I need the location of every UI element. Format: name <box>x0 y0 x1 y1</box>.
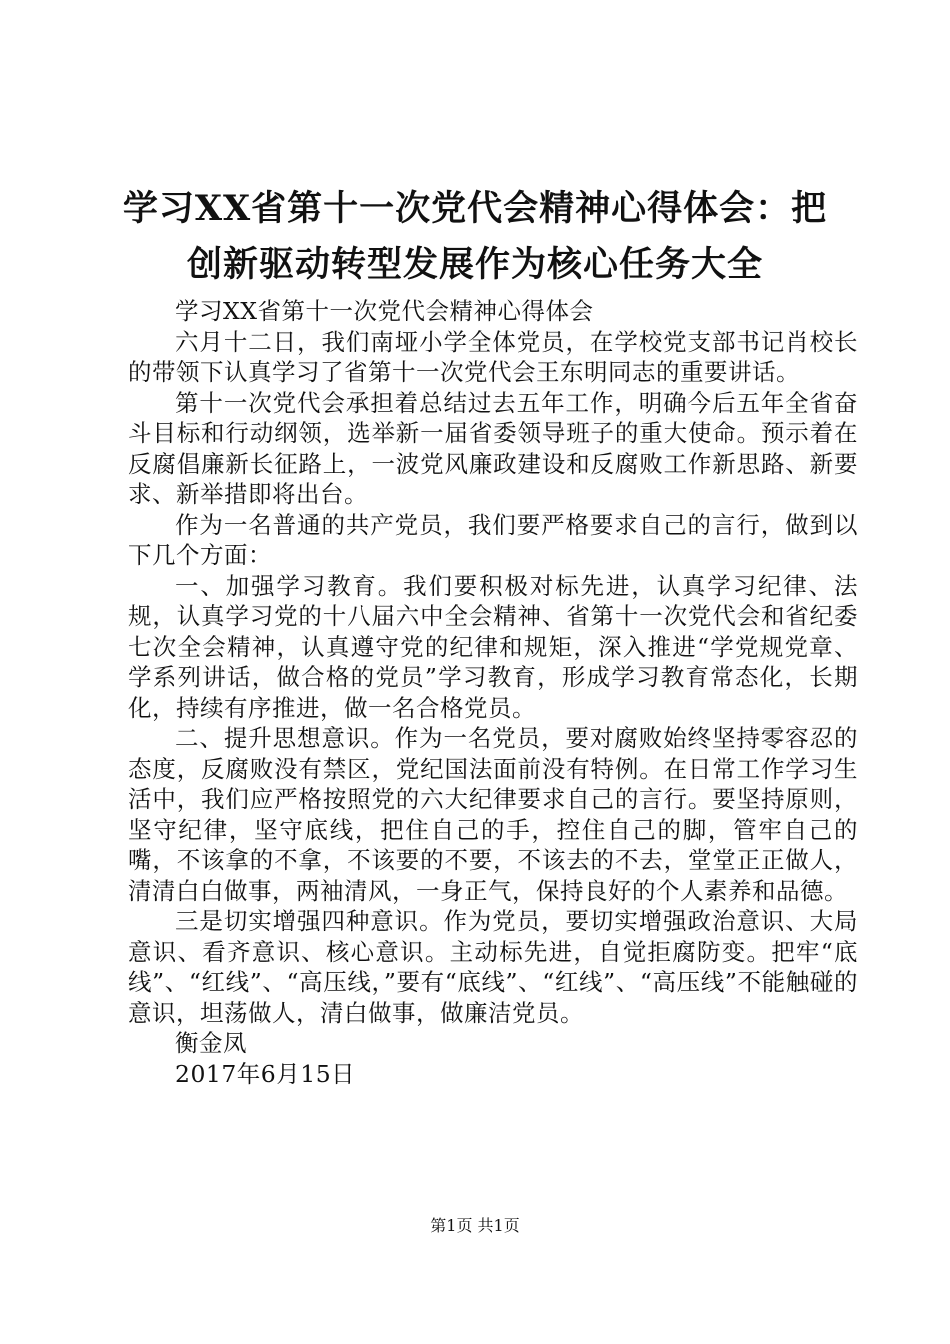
page-number-footer: 第1页 共1页 <box>430 1216 520 1235</box>
author-name: 衡金凤 <box>175 1029 247 1057</box>
document-title-line-1: 学习XX省第十一次党代会精神心得体会：把 <box>122 188 828 229</box>
document-body <box>128 296 858 1089</box>
background-paragraph: 第十一次党代会承担着总结过去五年工作，明确今后五年全省奋斗目标和行动纲领，选举新一届省委领导班子的重大使命。预示着在反腐倡廉新长征路上，一波党风廉政建设和反腐败工作新思路、新要求、新举措即将出台。 <box>128 388 858 508</box>
point-two-paragraph: 二、提升思想意识。作为一名党员，要对腐败始终坚持零容忍的态度，反腐败没有禁区，党纪国法面前没有特例。在日常工作学习生活中，我们应严格按照党的六大纪律要求自己的言行。要坚持原则，坚守纪律，坚守底线，把住自己的手，控住自己的脚，管牢自己的嘴，不该拿的不拿，不该要的不要，不该去的不去，堂堂正正做人，清清白白做事，两袖清风，一身正气，保持良好的个人素养和品德。 <box>128 724 858 905</box>
intro-paragraph: 六月十二日，我们南垭小学全体党员，在学校党支部书记肖校长的带领下认真学习了省第十一次党代会王东明同志的重要讲话。 <box>128 327 858 386</box>
point-one-paragraph: 一、加强学习教育。我们要积极对标先进，认真学习纪律、法规，认真学习党的十八届六中全会精神、省第十一次党代会和省纪委七次全会精神，认真遵守党的纪律和规矩，深入推进“学党规党章、学系列讲话，做合格的党员”学习教育，形成学习教育常态化，长期化，持续有序推进，做一名合格党员。 <box>128 571 858 722</box>
document-date: 2017年6月15日 <box>175 1059 356 1088</box>
document-title-line-2: 创新驱动转型发展作为核心任务大全 <box>186 244 763 285</box>
point-three-paragraph: 三是切实增强四种意识。作为党员，要切实增强政治意识、大局意识、看齐意识、核心意识。主动标先进，自觉拒腐防变。把牢“底线”、“红线”、“高压线，”要有“底线”、“红线”、“高压线”不能触碰的意识，坦荡做人，清白做事，做廉洁党员。 <box>128 907 858 1027</box>
subtitle-paragraph: 学习XX省第十一次党代会精神心得体会 <box>175 297 594 325</box>
requirements-paragraph: 作为一名普通的共产党员，我们要严格要求自己的言行，做到以下几个方面： <box>128 510 858 569</box>
